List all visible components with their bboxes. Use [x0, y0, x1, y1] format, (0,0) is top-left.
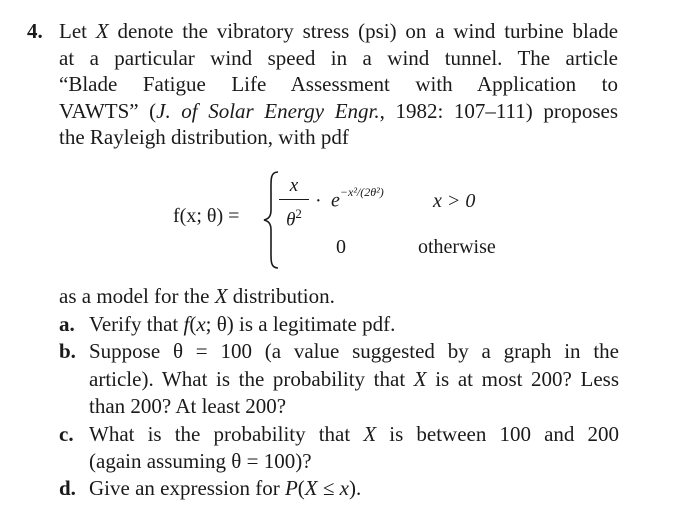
intro-line: Let X denote the vibratory stress (psi) on a wind turbine blade [59, 19, 619, 43]
rayleigh-pdf-formula [0, 170, 700, 280]
part-line: What is the probability that X is between 100 and 200 [89, 421, 619, 446]
part-label: b. [59, 339, 76, 364]
question-number: 4. [27, 19, 43, 43]
part-label: c. [59, 421, 74, 446]
case2-condition: otherwise [418, 236, 496, 258]
part-line: article). What is the probability that X is at most 200? Less [89, 366, 619, 391]
part-text [89, 338, 619, 420]
part-line: (again assuming θ = 100)? [89, 449, 312, 474]
question-part [59, 338, 619, 420]
fraction-bar [279, 199, 309, 200]
exponential-term: $e^{-x^2/(2\theta^2)}$ [331, 185, 384, 212]
fraction-denominator: $\theta^2$ [286, 206, 302, 231]
question-part [59, 475, 619, 502]
intro-line: VAWTS” (J. of Solar Energy Engr., 1982: 107–111) proposes [59, 98, 618, 123]
part-label: a. [59, 312, 75, 336]
after-formula-text [59, 283, 335, 310]
intro-line: “Blade Fatigue Life Assessment with Application to [59, 72, 618, 96]
case1-condition: x > 0 [433, 190, 476, 212]
fraction-x-over-theta-squared [279, 174, 309, 232]
part-text [89, 475, 619, 502]
multiply-dot: · [315, 190, 322, 212]
fraction-numerator: x [289, 175, 299, 196]
case2-value: 0 [336, 236, 346, 258]
question-part [59, 421, 619, 476]
part-text [89, 421, 619, 476]
intro-line: at a particular wind speed in a wind tunnel. The article [59, 45, 618, 70]
question-part [59, 311, 619, 338]
part-label: d. [59, 476, 76, 501]
intro-line: the Rayleigh distribution, with pdf [59, 125, 349, 149]
formula-lhs: f(x; θ) = [173, 205, 240, 227]
after-formula-line: as a model for the X distribution. [59, 284, 335, 308]
part-line: Suppose θ = 100 (a value suggested by a graph in the [89, 339, 619, 364]
question-intro [59, 18, 618, 151]
part-text [89, 311, 619, 338]
part-line: Give an expression for P(X ≤ x). [89, 476, 362, 501]
part-line: Verify that f(x; θ) is a legitimate pdf. [89, 312, 396, 336]
part-line: than 200? At least 200? [89, 394, 287, 419]
question-parts [59, 311, 619, 503]
